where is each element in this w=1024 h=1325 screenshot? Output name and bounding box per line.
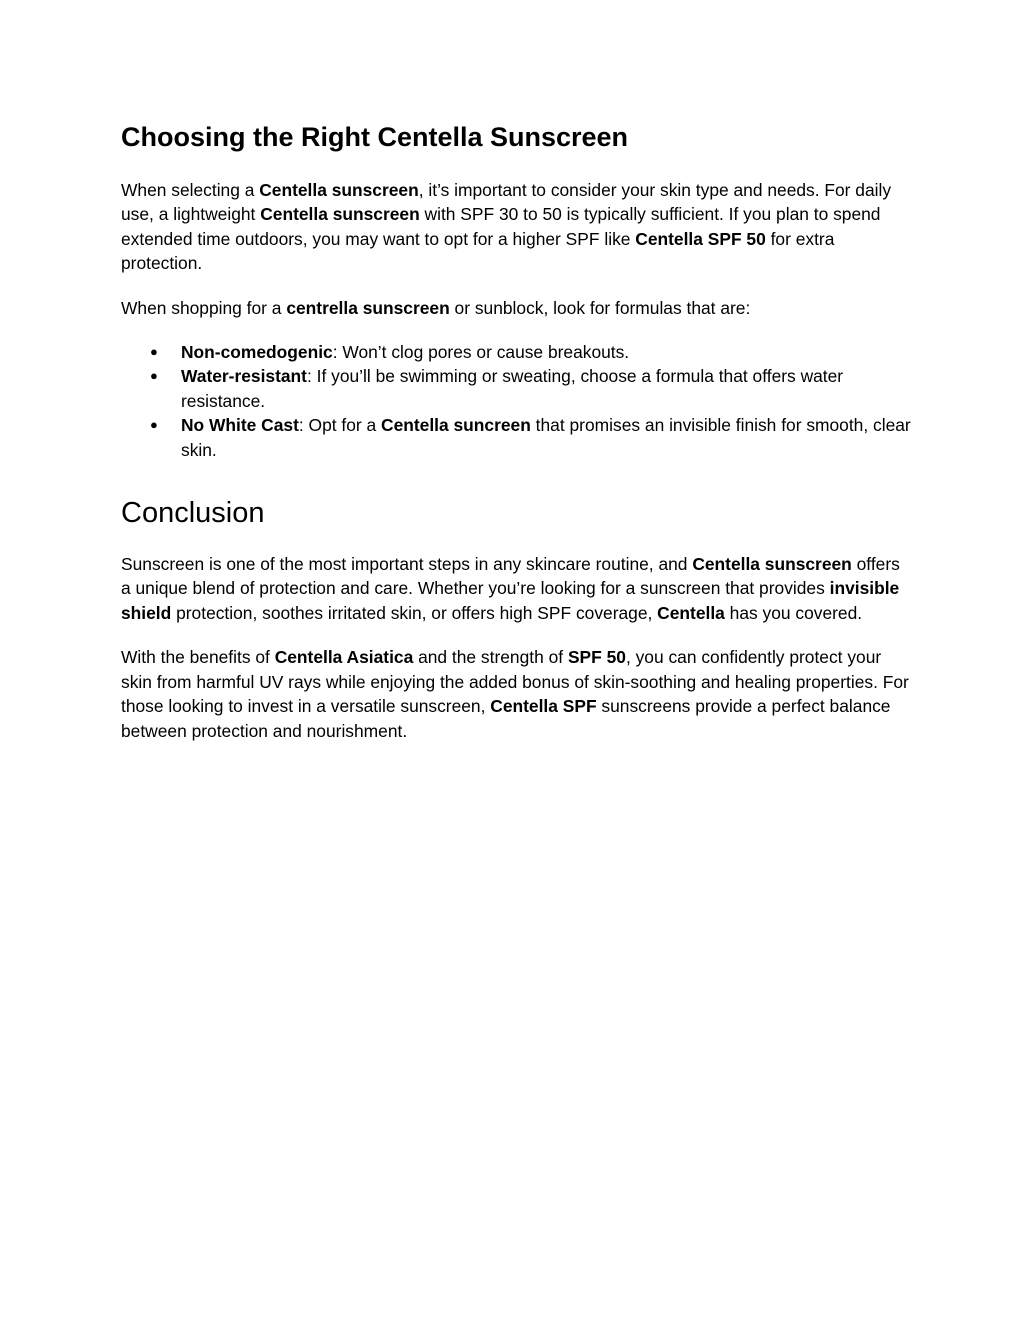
bold-term: Non-comedogenic bbox=[181, 342, 333, 363]
bullet-icon: ● bbox=[150, 368, 158, 384]
bold-term: Centella bbox=[657, 602, 725, 623]
text-run: When shopping for a bbox=[121, 297, 287, 318]
bold-term: invisible shield bbox=[121, 578, 900, 623]
text-run: , you can confidently protect your skin from harmful UV rays while enjoying the added bonus of skin-soothing and healing properties. For those looking to invest in a versatile sunscreen, bbox=[121, 647, 909, 717]
text-run: When selecting a bbox=[121, 180, 260, 200]
bold-term: Centella sunscreen bbox=[259, 180, 419, 200]
text-run: with SPF 30 to 50 is typically sufficient. If you plan to spend extended time outdoors, you may want to opt for a higher SPF like bbox=[121, 204, 881, 249]
text-run: : Opt for a bbox=[298, 415, 382, 436]
bold-term: Centella SPF bbox=[490, 696, 597, 717]
bold-term: Centella Asiatica bbox=[274, 647, 414, 668]
text-run: : Won’t clog pores or cause breakouts. bbox=[332, 342, 630, 363]
text-run: and the strength of bbox=[413, 647, 568, 668]
section-heading-choosing: Choosing the Right Centella Sunscreen bbox=[121, 122, 629, 152]
text-run: : If you’ll be swimming or sweating, choose a formula that offers water resistance. bbox=[181, 366, 844, 411]
text-run: Sunscreen is one of the most important steps in any skincare routine, and bbox=[121, 554, 693, 575]
text-run: protection, soothes irritated skin, or offers high SPF coverage, bbox=[171, 602, 658, 623]
bold-term: Centella SPF 50 bbox=[635, 228, 766, 249]
paragraph-conclusion-benefits bbox=[121, 645, 911, 743]
text-run: , it’s important to consider your skin type and needs. For daily use, a lightweight bbox=[121, 180, 892, 225]
bold-term: No White Cast bbox=[181, 415, 299, 436]
list-item bbox=[121, 340, 911, 364]
bold-term: centrella sunscreen bbox=[286, 297, 450, 318]
bold-term: SPF 50 bbox=[567, 647, 626, 668]
list-item bbox=[121, 413, 911, 462]
paragraph-shopping bbox=[121, 296, 911, 320]
text-run: for extra protection. bbox=[121, 228, 835, 274]
paragraph-conclusion-intro bbox=[121, 552, 911, 625]
text-run: sunscreens provide a perfect balance between protection and nourishment. bbox=[121, 696, 891, 741]
text-run: that promises an invisible finish for smooth, clear skin. bbox=[181, 415, 911, 460]
text-run: offers a unique blend of protection and care. Whether you’re looking for a sunscreen that provides bbox=[121, 554, 900, 599]
text-run: has you covered. bbox=[724, 602, 863, 623]
bullet-icon: ● bbox=[150, 344, 158, 360]
section-heading-conclusion: Conclusion bbox=[121, 497, 265, 530]
text-run: With the benefits of bbox=[121, 647, 275, 668]
formula-criteria-list bbox=[121, 340, 911, 462]
document-page bbox=[121, 118, 911, 743]
text-run: or sunblock, look for formulas that are: bbox=[449, 297, 751, 318]
bullet-icon: ● bbox=[150, 417, 158, 433]
bold-term: Centella sunscreen bbox=[260, 204, 420, 225]
bold-term: Centella sunscreen bbox=[692, 554, 852, 575]
paragraph-selecting bbox=[121, 178, 911, 276]
bold-term: Centella suncreen bbox=[381, 415, 531, 436]
list-item bbox=[121, 364, 911, 413]
bold-term: Water-resistant bbox=[181, 366, 307, 387]
